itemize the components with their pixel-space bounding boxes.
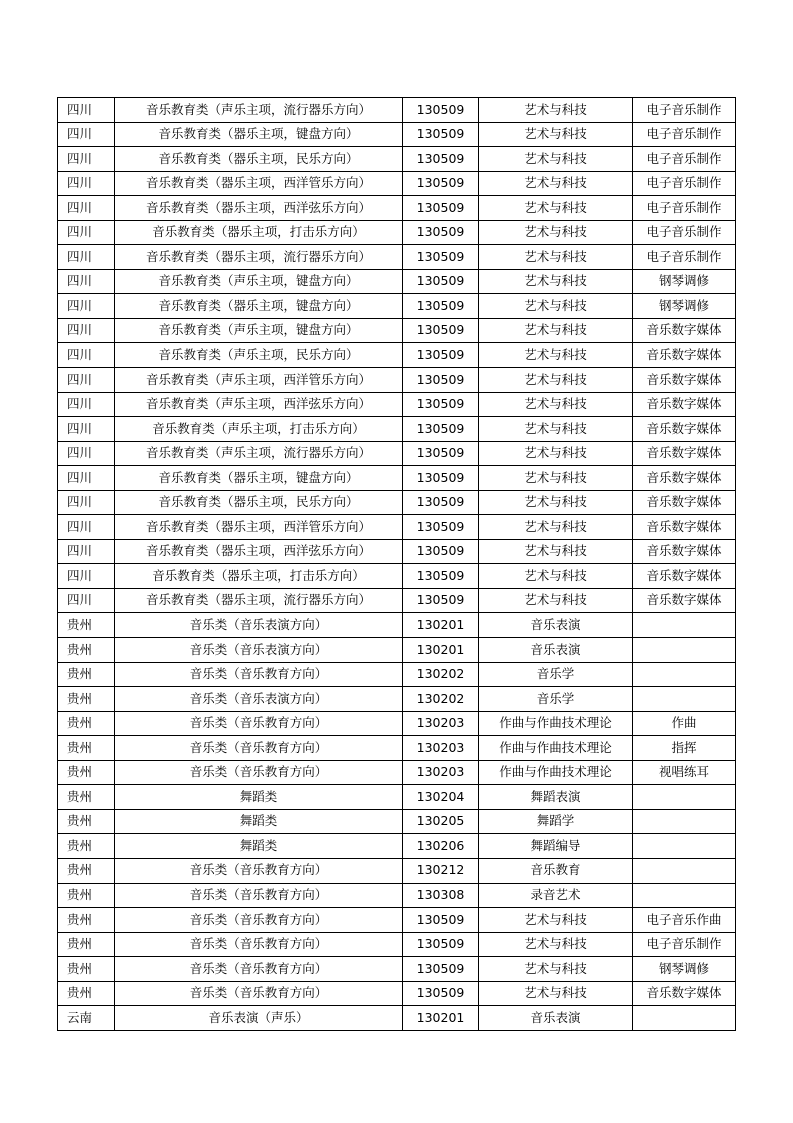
category-cell: 音乐类（音乐教育方向）	[115, 662, 403, 687]
category-cell: 音乐教育类（器乐主项，西洋管乐方向）	[115, 515, 403, 540]
province-cell: 贵州	[58, 638, 115, 663]
table-row	[58, 220, 736, 245]
province-cell: 贵州	[58, 809, 115, 834]
major-cell: 艺术与科技	[479, 564, 633, 589]
major-cell: 作曲与作曲技术理论	[479, 711, 633, 736]
province-cell: 贵州	[58, 687, 115, 712]
direction-cell	[633, 1006, 736, 1031]
direction-cell: 钢琴调修	[633, 957, 736, 982]
category-cell: 音乐教育类（器乐主项，流行器乐方向）	[115, 588, 403, 613]
direction-cell: 音乐数字媒体	[633, 441, 736, 466]
major-cell: 舞蹈学	[479, 809, 633, 834]
province-cell: 贵州	[58, 932, 115, 957]
category-cell: 音乐类（音乐教育方向）	[115, 957, 403, 982]
table-row	[58, 957, 736, 982]
table-row	[58, 908, 736, 933]
table-row	[58, 785, 736, 810]
table-row	[58, 1006, 736, 1031]
code-cell: 130509	[403, 294, 479, 319]
major-cell: 艺术与科技	[479, 245, 633, 270]
major-cell: 艺术与科技	[479, 490, 633, 515]
province-cell: 四川	[58, 122, 115, 147]
code-cell: 130509	[403, 392, 479, 417]
major-cell: 艺术与科技	[479, 269, 633, 294]
province-cell: 四川	[58, 368, 115, 393]
direction-cell: 指挥	[633, 736, 736, 761]
province-cell: 贵州	[58, 858, 115, 883]
province-cell: 贵州	[58, 908, 115, 933]
province-cell: 贵州	[58, 736, 115, 761]
province-cell: 四川	[58, 196, 115, 221]
province-cell: 四川	[58, 515, 115, 540]
direction-cell: 视唱练耳	[633, 760, 736, 785]
direction-cell: 电子音乐作曲	[633, 908, 736, 933]
category-cell: 音乐教育类（器乐主项，西洋弦乐方向）	[115, 539, 403, 564]
category-cell: 音乐教育类（声乐主项，流行器乐方向）	[115, 441, 403, 466]
province-cell: 贵州	[58, 957, 115, 982]
major-cell: 艺术与科技	[479, 220, 633, 245]
code-cell: 130509	[403, 981, 479, 1006]
table-row	[58, 613, 736, 638]
table-row	[58, 638, 736, 663]
direction-cell: 钢琴调修	[633, 294, 736, 319]
category-cell: 音乐教育类（声乐主项，流行器乐方向）	[115, 98, 403, 123]
code-cell: 130212	[403, 858, 479, 883]
province-cell: 贵州	[58, 613, 115, 638]
code-cell: 130203	[403, 711, 479, 736]
table-row	[58, 883, 736, 908]
code-cell: 130509	[403, 171, 479, 196]
major-cell: 音乐学	[479, 687, 633, 712]
table-row	[58, 564, 736, 589]
code-cell: 130201	[403, 613, 479, 638]
direction-cell	[633, 834, 736, 859]
major-cell: 艺术与科技	[479, 441, 633, 466]
province-cell: 贵州	[58, 662, 115, 687]
direction-cell: 音乐数字媒体	[633, 515, 736, 540]
table-row	[58, 245, 736, 270]
table-row	[58, 318, 736, 343]
province-cell: 贵州	[58, 711, 115, 736]
category-cell: 音乐教育类（器乐主项，民乐方向）	[115, 490, 403, 515]
direction-cell: 音乐数字媒体	[633, 490, 736, 515]
code-cell: 130205	[403, 809, 479, 834]
code-cell: 130204	[403, 785, 479, 810]
category-cell: 音乐教育类（声乐主项，民乐方向）	[115, 343, 403, 368]
category-cell: 音乐类（音乐教育方向）	[115, 908, 403, 933]
code-cell: 130509	[403, 98, 479, 123]
table-row	[58, 294, 736, 319]
code-cell: 130509	[403, 417, 479, 442]
category-cell: 音乐教育类（器乐主项，流行器乐方向）	[115, 245, 403, 270]
category-cell: 音乐表演（声乐）	[115, 1006, 403, 1031]
direction-cell	[633, 662, 736, 687]
province-cell: 四川	[58, 147, 115, 172]
province-cell: 四川	[58, 417, 115, 442]
category-cell: 音乐教育类（器乐主项，键盘方向）	[115, 122, 403, 147]
code-cell: 130509	[403, 908, 479, 933]
direction-cell	[633, 687, 736, 712]
table-row	[58, 981, 736, 1006]
table-body	[58, 98, 736, 1031]
direction-cell: 音乐数字媒体	[633, 981, 736, 1006]
category-cell: 音乐教育类（器乐主项，打击乐方向）	[115, 564, 403, 589]
table-row	[58, 711, 736, 736]
code-cell: 130509	[403, 564, 479, 589]
category-cell: 音乐类（音乐教育方向）	[115, 858, 403, 883]
province-cell: 四川	[58, 441, 115, 466]
province-cell: 四川	[58, 269, 115, 294]
code-cell: 130509	[403, 932, 479, 957]
province-cell: 贵州	[58, 834, 115, 859]
category-cell: 音乐类（音乐教育方向）	[115, 981, 403, 1006]
province-cell: 贵州	[58, 785, 115, 810]
table-row	[58, 98, 736, 123]
table-row	[58, 392, 736, 417]
major-cell: 艺术与科技	[479, 981, 633, 1006]
major-cell: 艺术与科技	[479, 98, 633, 123]
province-cell: 四川	[58, 392, 115, 417]
table-row	[58, 736, 736, 761]
major-cell: 艺术与科技	[479, 318, 633, 343]
direction-cell	[633, 613, 736, 638]
table-row	[58, 490, 736, 515]
code-cell: 130509	[403, 368, 479, 393]
category-cell: 音乐教育类（声乐主项，打击乐方向）	[115, 417, 403, 442]
category-cell: 舞蹈类	[115, 834, 403, 859]
major-cell: 音乐表演	[479, 638, 633, 663]
direction-cell: 电子音乐制作	[633, 147, 736, 172]
table-row	[58, 687, 736, 712]
table-row	[58, 171, 736, 196]
major-cell: 艺术与科技	[479, 294, 633, 319]
province-cell: 四川	[58, 466, 115, 491]
major-cell: 音乐教育	[479, 858, 633, 883]
code-cell: 130509	[403, 343, 479, 368]
code-cell: 130203	[403, 736, 479, 761]
province-cell: 四川	[58, 318, 115, 343]
table-row	[58, 932, 736, 957]
direction-cell: 音乐数字媒体	[633, 564, 736, 589]
province-cell: 四川	[58, 245, 115, 270]
major-cell: 艺术与科技	[479, 122, 633, 147]
major-cell: 舞蹈编导	[479, 834, 633, 859]
major-cell: 音乐表演	[479, 1006, 633, 1031]
direction-cell	[633, 883, 736, 908]
table-row	[58, 368, 736, 393]
province-cell: 贵州	[58, 760, 115, 785]
code-cell: 130509	[403, 539, 479, 564]
major-cell: 艺术与科技	[479, 957, 633, 982]
province-cell: 云南	[58, 1006, 115, 1031]
admissions-table	[57, 97, 736, 1031]
province-cell: 四川	[58, 171, 115, 196]
code-cell: 130203	[403, 760, 479, 785]
category-cell: 音乐教育类（声乐主项，西洋管乐方向）	[115, 368, 403, 393]
table-row	[58, 515, 736, 540]
category-cell: 舞蹈类	[115, 785, 403, 810]
province-cell: 四川	[58, 343, 115, 368]
direction-cell: 音乐数字媒体	[633, 466, 736, 491]
code-cell: 130509	[403, 490, 479, 515]
direction-cell	[633, 638, 736, 663]
direction-cell: 音乐数字媒体	[633, 539, 736, 564]
code-cell: 130509	[403, 957, 479, 982]
code-cell: 130206	[403, 834, 479, 859]
table-row	[58, 834, 736, 859]
category-cell: 音乐教育类（器乐主项，打击乐方向）	[115, 220, 403, 245]
major-cell: 艺术与科技	[479, 196, 633, 221]
code-cell: 130509	[403, 122, 479, 147]
major-cell: 作曲与作曲技术理论	[479, 760, 633, 785]
direction-cell: 电子音乐制作	[633, 196, 736, 221]
category-cell: 音乐教育类（声乐主项，键盘方向）	[115, 318, 403, 343]
province-cell: 四川	[58, 539, 115, 564]
category-cell: 音乐教育类（器乐主项，民乐方向）	[115, 147, 403, 172]
direction-cell	[633, 858, 736, 883]
code-cell: 130509	[403, 515, 479, 540]
direction-cell: 电子音乐制作	[633, 122, 736, 147]
province-cell: 贵州	[58, 883, 115, 908]
major-cell: 艺术与科技	[479, 588, 633, 613]
category-cell: 音乐教育类（器乐主项，键盘方向）	[115, 466, 403, 491]
direction-cell: 音乐数字媒体	[633, 368, 736, 393]
direction-cell: 作曲	[633, 711, 736, 736]
code-cell: 130509	[403, 220, 479, 245]
table-row	[58, 760, 736, 785]
table-row	[58, 269, 736, 294]
table-row	[58, 662, 736, 687]
category-cell: 音乐类（音乐教育方向）	[115, 760, 403, 785]
direction-cell: 音乐数字媒体	[633, 588, 736, 613]
major-cell: 音乐表演	[479, 613, 633, 638]
code-cell: 130509	[403, 466, 479, 491]
table-row	[58, 196, 736, 221]
code-cell: 130201	[403, 1006, 479, 1031]
major-cell: 艺术与科技	[479, 368, 633, 393]
direction-cell: 电子音乐制作	[633, 220, 736, 245]
province-cell: 贵州	[58, 981, 115, 1006]
major-cell: 艺术与科技	[479, 908, 633, 933]
category-cell: 音乐类（音乐教育方向）	[115, 711, 403, 736]
table-row	[58, 147, 736, 172]
category-cell: 音乐教育类（声乐主项，键盘方向）	[115, 269, 403, 294]
code-cell: 130509	[403, 441, 479, 466]
direction-cell: 音乐数字媒体	[633, 392, 736, 417]
table-row	[58, 858, 736, 883]
category-cell: 音乐教育类（声乐主项，西洋弦乐方向）	[115, 392, 403, 417]
category-cell: 舞蹈类	[115, 809, 403, 834]
major-cell: 作曲与作曲技术理论	[479, 736, 633, 761]
major-cell: 艺术与科技	[479, 343, 633, 368]
major-cell: 艺术与科技	[479, 392, 633, 417]
province-cell: 四川	[58, 98, 115, 123]
province-cell: 四川	[58, 564, 115, 589]
direction-cell: 钢琴调修	[633, 269, 736, 294]
direction-cell: 电子音乐制作	[633, 171, 736, 196]
category-cell: 音乐类（音乐表演方向）	[115, 613, 403, 638]
code-cell: 130509	[403, 245, 479, 270]
major-cell: 音乐学	[479, 662, 633, 687]
province-cell: 四川	[58, 490, 115, 515]
major-cell: 艺术与科技	[479, 147, 633, 172]
code-cell: 130509	[403, 269, 479, 294]
code-cell: 130509	[403, 318, 479, 343]
province-cell: 四川	[58, 294, 115, 319]
code-cell: 130308	[403, 883, 479, 908]
direction-cell: 音乐数字媒体	[633, 318, 736, 343]
category-cell: 音乐类（音乐教育方向）	[115, 932, 403, 957]
major-cell: 艺术与科技	[479, 539, 633, 564]
category-cell: 音乐教育类（器乐主项，键盘方向）	[115, 294, 403, 319]
direction-cell: 电子音乐制作	[633, 932, 736, 957]
code-cell: 130202	[403, 687, 479, 712]
province-cell: 四川	[58, 220, 115, 245]
major-cell: 舞蹈表演	[479, 785, 633, 810]
category-cell: 音乐类（音乐表演方向）	[115, 638, 403, 663]
code-cell: 130509	[403, 147, 479, 172]
table-row	[58, 441, 736, 466]
table-row	[58, 343, 736, 368]
direction-cell: 电子音乐制作	[633, 98, 736, 123]
direction-cell	[633, 809, 736, 834]
direction-cell	[633, 785, 736, 810]
table-row	[58, 809, 736, 834]
table-row	[58, 122, 736, 147]
major-cell: 艺术与科技	[479, 515, 633, 540]
table-row	[58, 417, 736, 442]
major-cell: 艺术与科技	[479, 417, 633, 442]
code-cell: 130201	[403, 638, 479, 663]
table-row	[58, 466, 736, 491]
code-cell: 130509	[403, 196, 479, 221]
category-cell: 音乐教育类（器乐主项，西洋弦乐方向）	[115, 196, 403, 221]
direction-cell: 音乐数字媒体	[633, 343, 736, 368]
major-cell: 艺术与科技	[479, 466, 633, 491]
code-cell: 130202	[403, 662, 479, 687]
direction-cell: 音乐数字媒体	[633, 417, 736, 442]
code-cell: 130509	[403, 588, 479, 613]
category-cell: 音乐类（音乐教育方向）	[115, 883, 403, 908]
major-cell: 录音艺术	[479, 883, 633, 908]
major-cell: 艺术与科技	[479, 171, 633, 196]
direction-cell: 电子音乐制作	[633, 245, 736, 270]
major-cell: 艺术与科技	[479, 932, 633, 957]
table-row	[58, 588, 736, 613]
category-cell: 音乐教育类（器乐主项，西洋管乐方向）	[115, 171, 403, 196]
category-cell: 音乐类（音乐表演方向）	[115, 687, 403, 712]
category-cell: 音乐类（音乐教育方向）	[115, 736, 403, 761]
province-cell: 四川	[58, 588, 115, 613]
table-row	[58, 539, 736, 564]
